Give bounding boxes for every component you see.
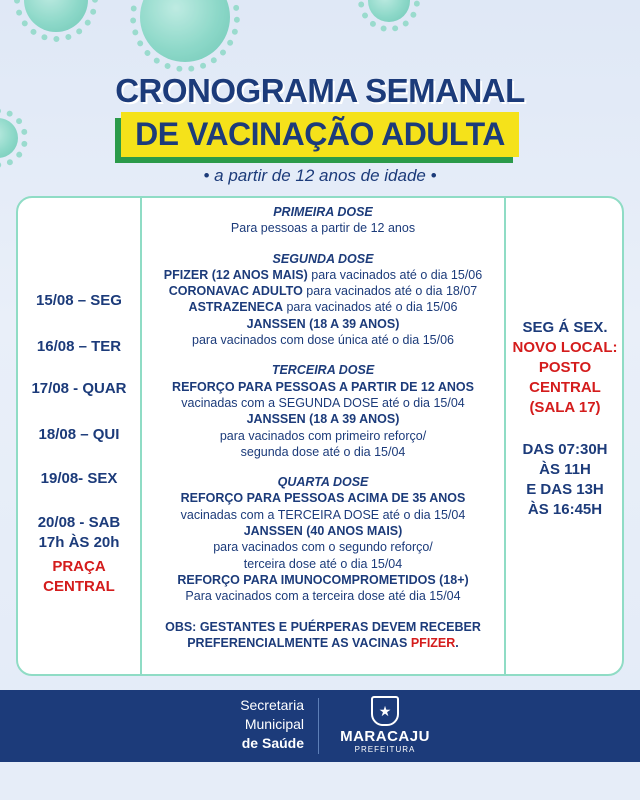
third-dose-janssen-text: segunda dose até o dia 15/04 xyxy=(240,444,406,459)
schedule-card xyxy=(16,196,624,676)
second-dose-janssen: JANSSEN (18 A 39 ANOS) xyxy=(246,316,400,331)
prefeitura-label: PREFEITURA xyxy=(354,745,416,754)
third-dose-janssen: JANSSEN (18 A 39 ANOS) xyxy=(246,412,400,427)
second-dose-title: SEGUNDA DOSE xyxy=(272,251,374,266)
location-place: CENTRAL xyxy=(529,379,601,396)
second-dose-pfizer: PFIZER (12 ANOS MAIS) para vacinados até o dia 15/06 xyxy=(163,267,483,282)
location-time: E DAS 13H xyxy=(526,481,604,498)
location-time: ÀS 16:45H xyxy=(527,501,603,518)
date-item: 15/08 – SEG xyxy=(36,292,122,309)
second-dose-janssen-text: para vacinados com dose única até o dia 15/06 xyxy=(192,333,454,348)
third-dose-reforco: REFORÇO PARA PESSOAS A PARTIR DE 12 ANOS xyxy=(172,379,474,394)
obs-line-1: OBS: GESTANTES E PUÉRPERAS DEVEM RECEBER xyxy=(165,619,481,634)
third-dose-reforco-text: vacinadas com a SEGUNDA DOSE até o dia 15/04 xyxy=(181,395,465,410)
footer-bottom-band xyxy=(0,762,640,800)
saturday-place: CENTRAL xyxy=(43,578,115,595)
title-line-2: DE VACINAÇÃO ADULTA xyxy=(121,112,519,157)
virus-illustration xyxy=(24,0,88,32)
fourth-dose-janssen-text: para vacinados com o segundo reforço/ xyxy=(213,540,433,555)
title-line-1: CRONOGRAMA SEMANAL xyxy=(115,72,525,109)
first-dose-title: PRIMEIRA DOSE xyxy=(273,205,373,219)
fourth-dose-janssen: JANSSEN (40 ANOS MAIS) xyxy=(243,524,403,539)
fourth-dose-title: QUARTA DOSE xyxy=(277,475,369,490)
fourth-dose-reforco-text: vacinadas com a TERCEIRA DOSE até o dia 15/04 xyxy=(180,507,466,522)
second-dose-astrazeneca: ASTRAZENECA para vacinados até o dia 15/06 xyxy=(188,300,458,315)
date-item: 17/08 - QUAR xyxy=(31,380,127,397)
fourth-dose-imuno-text: Para vacinados com a terceira dose até dia 15/04 xyxy=(185,589,461,604)
fourth-dose-imuno: REFORÇO PARA IMUNOCOMPROMETIDOS (18+) xyxy=(177,572,469,587)
third-dose-janssen-text: para vacinados com primeiro reforço/ xyxy=(219,428,427,443)
coat-of-arms-icon: ★ xyxy=(371,696,399,726)
first-dose-text: Para pessoas a partir de 12 anos xyxy=(230,221,416,236)
date-item: 20/08 - SAB xyxy=(37,514,121,531)
location-time: ÀS 11H xyxy=(539,461,591,478)
secretaria-label: Secretaria Municipal de Saúde xyxy=(240,697,304,751)
title-line-2-wrapper xyxy=(0,112,640,157)
third-dose-title: TERCEIRA DOSE xyxy=(271,363,375,378)
location-place: POSTO xyxy=(538,359,592,376)
new-local-label: NOVO LOCAL: xyxy=(512,339,618,356)
subtitle: • a partir de 12 anos de idade • xyxy=(203,166,437,185)
doses-column xyxy=(142,204,504,651)
city-name: MARACAJU xyxy=(340,728,430,745)
saturday-place: PRAÇA xyxy=(52,558,106,575)
date-item: 19/08- SEX xyxy=(40,470,118,487)
location-days: SEG Á SEX. xyxy=(522,319,608,336)
saturday-hours: 17h ÀS 20h xyxy=(38,534,120,551)
obs-line-2: PREFERENCIALMENTE AS VACINAS PFIZER. xyxy=(187,635,459,650)
fourth-dose-janssen-text: terceira dose até o dia 15/04 xyxy=(243,556,403,571)
date-item: 16/08 – TER xyxy=(36,338,122,355)
footer-bar xyxy=(0,690,640,762)
location-time: DAS 07:30H xyxy=(522,441,608,458)
date-item: 18/08 – QUI xyxy=(38,426,120,443)
virus-illustration xyxy=(368,0,410,22)
second-dose-coronavac: CORONAVAC ADULTO para vacinados até o dia 18/07 xyxy=(168,284,478,299)
footer-divider xyxy=(318,698,319,754)
fourth-dose-reforco: REFORÇO PARA PESSOAS ACIMA DE 35 ANOS xyxy=(180,491,466,506)
prefeitura-logo xyxy=(330,696,440,754)
virus-illustration xyxy=(140,0,230,62)
location-room: (SALA 17) xyxy=(529,399,601,416)
location-column xyxy=(506,318,624,520)
